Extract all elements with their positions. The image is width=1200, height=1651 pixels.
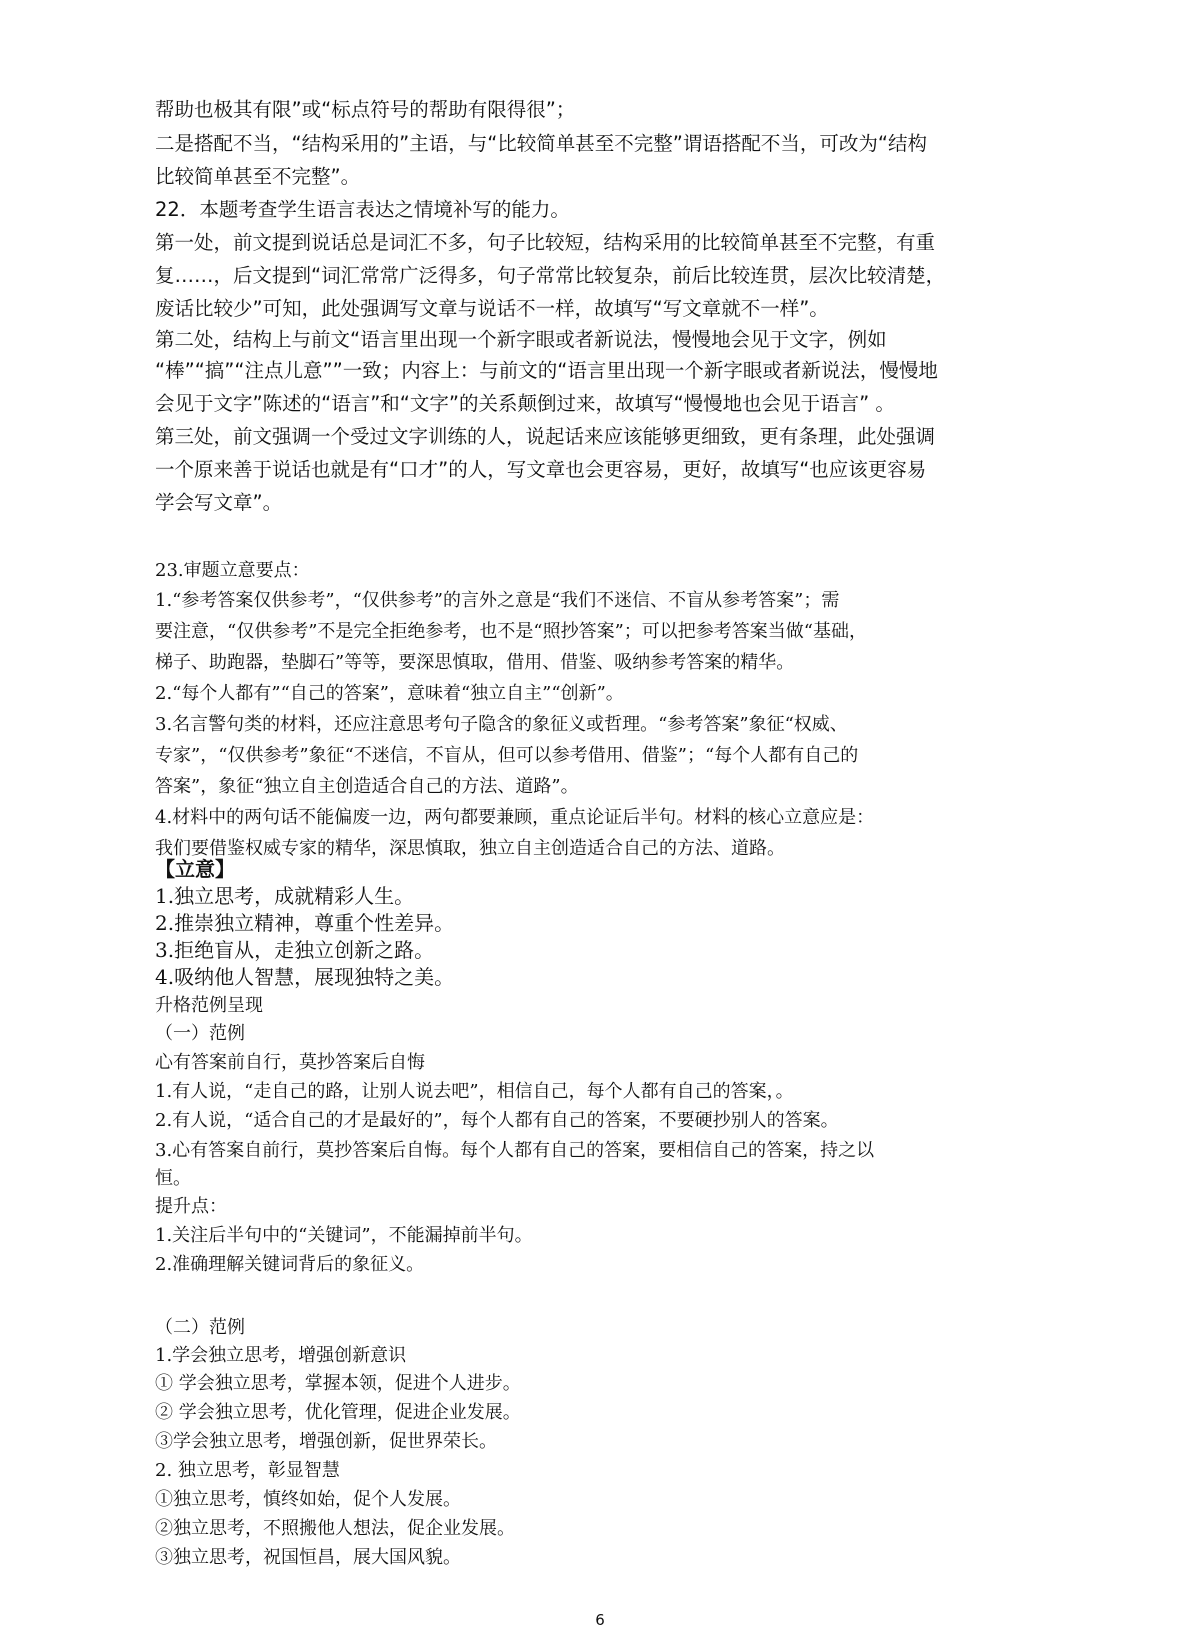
text-line: ②独立思考，不照搬他人想法，促企业发展。 [155, 1518, 515, 1539]
text-line: 我们要借鉴权威专家的精华，深思慎取，独立自主创造适合自己的方法、道路。 [155, 838, 785, 859]
text-line: （二）范例 [155, 1317, 245, 1338]
text-line: 2.有人说，“适合自己的才是最好的”，每个人都有自己的答案，不要硬抄别人的答案。 [155, 1110, 839, 1131]
text-line: 23.审题立意要点： [155, 560, 310, 581]
text-line: 二是搭配不当，“结构采用的”主语，与“比较简单甚至不完整”谓语搭配不当，可改为“结构 [155, 132, 928, 155]
text-line: ③学会独立思考，增强创新，促世界荣长。 [155, 1431, 497, 1452]
text-line: 第一处，前文提到说话总是词汇不多，句子比较短，结构采用的比较简单甚至不完整，有重 [155, 231, 936, 254]
liyi-item: 2.推崇独立精神，尊重个性差异。 [155, 911, 455, 935]
liyi-item: 3.拒绝盲从，走独立创新之路。 [155, 938, 435, 962]
text-line: 学会写文章”。 [155, 491, 283, 514]
text-line: ①独立思考，慎终如始，促个人发展。 [155, 1489, 461, 1510]
text-line: 比较简单甚至不完整”。 [155, 165, 361, 188]
text-line: 复……，后文提到“词汇常常广泛得多，句子常常比较复杂，前后比较连贯，层次比较清楚， [155, 264, 946, 287]
text-line: 2.准确理解关键词背后的象征义。 [155, 1254, 425, 1275]
text-line: 恒。 [155, 1168, 191, 1189]
text-line: 提升点： [155, 1196, 227, 1217]
text-line: 1.学会独立思考，增强创新意识 [155, 1345, 407, 1366]
text-line: ② 学会独立思考，优化管理，促进企业发展。 [155, 1402, 521, 1423]
text-line: 帮助也极其有限”或“标点符号的帮助有限得很”； [155, 98, 576, 121]
liyi-heading: 【立意】 [155, 857, 235, 881]
text-line: 升格范例呈现 [155, 995, 263, 1016]
liyi-item: 1.独立思考，成就精彩人生。 [155, 884, 415, 908]
text-line: 2. 独立思考，彰显智慧 [155, 1460, 340, 1481]
text-line: 会见于文字”陈述的“语言”和“文字”的关系颠倒过来，故填写“慢慢地也会见于语言” 。 [155, 392, 895, 415]
text-line: ① 学会独立思考，掌握本领，促进个人进步。 [155, 1373, 521, 1394]
text-line: 22．本题考查学生语言表达之情境补写的能力。 [155, 198, 570, 221]
text-line: 心有答案前自行，莫抄答案后自悔 [155, 1052, 425, 1073]
text-line: 1.“参考答案仅供参考”，“仅供参考”的言外之意是“我们不迷信、不盲从参考答案”；需 [155, 590, 840, 611]
text-line: “棒”“搞”“注点儿意””一致；内容上：与前文的“语言里出现一个新字眼或者新说法，慢慢地 [155, 359, 938, 382]
text-line: 梯子、助跑器，垫脚石”等等，要深思慎取，借用、借鉴、吸纳参考答案的精华。 [155, 652, 795, 673]
text-line: 1.关注后半句中的“关键词”，不能漏掉前半句。 [155, 1225, 533, 1246]
text-line: 2.“每个人都有”“自己的答案”，意味着“独立自主”“创新”。 [155, 683, 624, 704]
liyi-item: 4.吸纳他人智慧，展现独特之美。 [155, 965, 455, 989]
text-line: 3.心有答案自前行，莫抄答案后自悔。每个人都有自己的答案，要相信自己的答案，持之以 [155, 1140, 875, 1161]
text-line: 3.名言警句类的材料，还应注意思考句子隐含的象征义或哲理。“参考答案”象征“权威、 [155, 714, 848, 735]
text-line: （一）范例 [155, 1023, 245, 1044]
text-line: 答案”，象征“独立自主创造适合自己的方法、道路”。 [155, 776, 579, 797]
text-line: 第二处，结构上与前文“语言里出现一个新字眼或者新说法，慢慢地会见于文字，例如 [155, 328, 887, 351]
text-line: 4.材料中的两句话不能偏废一边，两句都要兼顾，重点论证后半句。材料的核心立意应是： [155, 807, 875, 828]
page-number: 6 [595, 1611, 605, 1629]
text-line: 要注意，“仅供参考”不是完全拒绝参考，也不是“照抄答案”；可以把参考答案当做“基础， [155, 621, 868, 642]
text-line: 专家”，“仅供参考”象征“不迷信，不盲从，但可以参考借用、借鉴”；“每个人都有自己的 [155, 745, 859, 766]
text-line: 1.有人说，“走自己的路，让别人说去吧”，相信自己，每个人都有自己的答案，。 [155, 1081, 794, 1102]
text-line: 废话比较少”可知，此处强调写文章与说话不一样，故填写“写文章就不一样”。 [155, 297, 829, 320]
text-line: ③独立思考，祝国恒昌，展大国风貌。 [155, 1547, 461, 1568]
text-line: 一个原来善于说话也就是有“口才”的人，写文章也会更容易，更好，故填写“也应该更容易 [155, 458, 927, 481]
text-line: 第三处，前文强调一个受过文字训练的人，说起话来应该能够更细致，更有条理，此处强调 [155, 425, 936, 448]
